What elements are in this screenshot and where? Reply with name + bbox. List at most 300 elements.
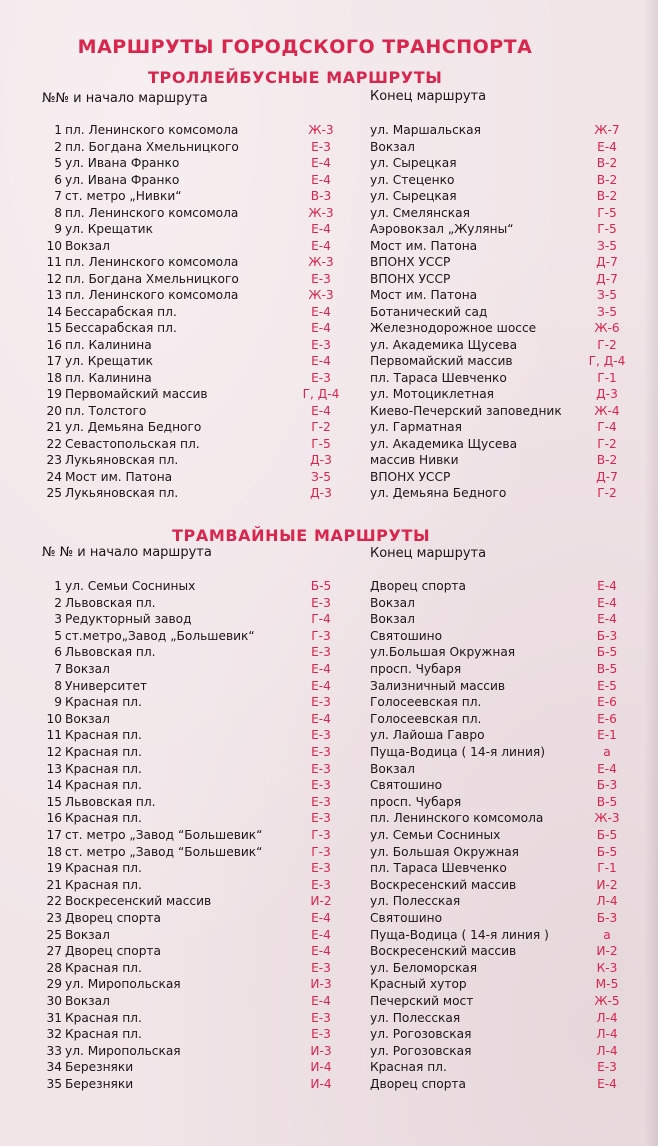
route-start-grid: Е-4: [311, 222, 331, 236]
route-number: 18: [46, 844, 62, 859]
route-start: пл. Ленинского комсомола: [65, 205, 239, 220]
route-number: 15: [46, 321, 62, 335]
route-row: [0, 353, 658, 369]
route-end-grid: З-5: [597, 288, 617, 302]
route-end-grid: Е-4: [597, 612, 617, 627]
route-end-grid: Г-2: [597, 337, 617, 352]
route-row: [0, 320, 658, 336]
route-end-grid: Л-4: [596, 1043, 618, 1058]
route-start: Красная пл.: [65, 811, 142, 826]
route-start: пл. Калинина: [65, 337, 152, 352]
route-number: 8: [54, 678, 62, 693]
route-row: [0, 172, 658, 188]
route-row: [0, 628, 658, 644]
route-row: [0, 893, 658, 909]
route-row: [0, 452, 658, 468]
route-start-grid: Е-4: [311, 911, 331, 925]
route-start-grid: Е-3: [311, 877, 331, 892]
route-row: [0, 1059, 658, 1075]
route-start-grid: Г-3: [311, 628, 331, 643]
route-row: [0, 1076, 658, 1092]
route-start-grid: Е-4: [311, 172, 331, 187]
route-number: 2: [54, 139, 62, 154]
route-number: 13: [46, 761, 62, 776]
route-start-grid: И-4: [310, 1060, 332, 1075]
route-end-grid: Б-5: [596, 645, 618, 660]
route-start: Красная пл.: [65, 1010, 142, 1025]
route-number: 13: [46, 288, 62, 302]
route-end-grid: Б-3: [596, 628, 618, 643]
route-row: [0, 304, 658, 320]
route-end-grid: а: [603, 745, 611, 759]
route-number: 27: [46, 944, 62, 959]
route-number: 7: [54, 662, 62, 676]
route-start: Львовская пл.: [65, 794, 156, 809]
route-start-grid: Б-5: [310, 579, 332, 593]
route-end-grid: Б-5: [596, 828, 618, 842]
route-row: [0, 993, 658, 1009]
route-start: ул. Демьяна Бедного: [65, 420, 202, 434]
route-number: 14: [46, 304, 62, 319]
route-row: [0, 1043, 658, 1059]
route-end-grid: И-2: [596, 944, 618, 959]
route-start: Красная пл.: [65, 761, 142, 776]
route-end: ул. Рогозовская: [370, 1043, 472, 1058]
route-end-grid: Е-6: [597, 695, 617, 710]
route-end-grid: В-2: [596, 453, 618, 467]
route-start-grid: Е-3: [311, 761, 331, 776]
route-number: 16: [46, 337, 62, 352]
route-row: [0, 694, 658, 710]
route-start: Первомайский массив: [65, 387, 208, 401]
route-start: ул. Крещатик: [65, 222, 153, 236]
route-end-grid: Г-2: [597, 486, 617, 500]
route-end-grid: Ж-3: [594, 811, 620, 826]
route-end: ул. Академика Щусева: [370, 337, 518, 352]
route-end-grid: Д-7: [596, 469, 618, 484]
route-end: Железнодорожное шоссе: [370, 321, 537, 335]
route-row: [0, 469, 658, 485]
route-row: [0, 188, 658, 204]
route-number: 6: [54, 645, 62, 660]
route-start: ст. метро „Завод “Большевик“: [65, 844, 263, 859]
route-row: [0, 844, 658, 860]
route-end-grid: В-2: [596, 172, 618, 187]
tram-section-title: ТРАМВАЙНЫЕ МАРШРУТЫ: [172, 526, 431, 545]
route-end-grid: В-5: [596, 794, 618, 809]
route-row: [0, 644, 658, 660]
route-number: 9: [54, 695, 62, 710]
route-end: Воскресенский массив: [370, 877, 517, 892]
route-row: [0, 794, 658, 810]
route-number: 17: [46, 354, 62, 368]
route-row: [0, 877, 658, 893]
route-end: ул. Большая Окружная: [370, 844, 520, 859]
route-end-grid: Б-3: [596, 778, 618, 793]
route-end: ул. Маршальская: [370, 123, 481, 137]
route-start-grid: Е-3: [311, 595, 331, 610]
route-start: ул. Миропольская: [65, 1043, 181, 1058]
route-number: 23: [46, 911, 62, 925]
tram-col-end-header: Конец маршрута: [370, 546, 487, 561]
route-start: Львовская пл.: [65, 645, 156, 660]
route-end: ул. Полесская: [370, 1010, 461, 1025]
route-number: 25: [46, 927, 62, 942]
route-row: [0, 436, 658, 452]
route-end-grid: Ж-7: [594, 123, 620, 137]
route-end: Дворец спорта: [370, 579, 466, 593]
route-start-grid: Д-3: [310, 486, 332, 500]
route-row: [0, 678, 658, 694]
route-row: [0, 403, 658, 419]
route-number: 21: [46, 420, 62, 434]
route-number: 12: [46, 745, 62, 759]
route-end: Голосеевская пл.: [370, 711, 482, 726]
route-end: Вокзал: [370, 139, 415, 154]
route-end-grid: Е-4: [597, 595, 617, 610]
route-start: ул. Ивана Франко: [65, 172, 180, 187]
route-number: 28: [46, 960, 62, 975]
route-number: 20: [46, 403, 62, 418]
route-start: Красная пл.: [65, 695, 142, 710]
route-start: Красная пл.: [65, 745, 142, 759]
route-start-grid: Е-4: [311, 156, 331, 170]
route-end: ул. Сырецкая: [370, 189, 457, 203]
route-row: [0, 122, 658, 138]
route-end: Пуща-Водица ( 14-я линия ): [370, 927, 549, 942]
route-row: [0, 943, 658, 959]
route-start-grid: Г-5: [311, 436, 331, 451]
route-end-grid: Е-6: [597, 711, 617, 726]
route-row: [0, 337, 658, 353]
route-end: Святошино: [370, 911, 443, 925]
route-end-grid: З-5: [597, 238, 617, 253]
route-start: пл. Богдана Хмельницкого: [65, 139, 239, 154]
route-end-grid: Е-4: [597, 761, 617, 776]
route-start-grid: Е-4: [311, 711, 331, 726]
route-number: 29: [46, 977, 62, 992]
route-start: Бессарабская пл.: [65, 304, 177, 319]
route-end-grid: Г-5: [597, 222, 617, 236]
route-end: Киево-Печерский заповедник: [370, 403, 562, 418]
route-start-grid: Ж-3: [308, 255, 334, 269]
route-number: 17: [46, 828, 62, 842]
route-start: Мост им. Патона: [65, 469, 173, 484]
route-row: [0, 761, 658, 777]
route-end: просп. Чубаря: [370, 662, 462, 676]
route-end-grid: Ж-4: [594, 403, 620, 418]
route-end: ул. Семьи Сосниных: [370, 828, 501, 842]
route-start: Красная пл.: [65, 728, 142, 743]
route-row: [0, 727, 658, 743]
route-end: Мост им. Патона: [370, 288, 478, 302]
route-end: ул. Смелянская: [370, 205, 470, 220]
route-start: ст. метро „Завод “Большевик“: [65, 828, 263, 842]
route-start-grid: Ж-3: [308, 288, 334, 302]
route-end-grid: Е-3: [597, 1060, 617, 1075]
route-end: ул. Гарматная: [370, 420, 462, 434]
route-number: 1: [54, 579, 62, 593]
route-start-grid: И-2: [310, 894, 332, 909]
route-row: [0, 976, 658, 992]
route-start-grid: В-3: [310, 189, 332, 203]
route-start-grid: Е-3: [311, 695, 331, 710]
route-number: 18: [46, 370, 62, 385]
route-end: Красная пл.: [370, 1060, 447, 1075]
route-start: Университет: [65, 678, 148, 693]
route-row: [0, 238, 658, 254]
page-title: МАРШРУТЫ ГОРОДСКОГО ТРАНСПОРТА: [77, 36, 533, 58]
route-start-grid: Е-4: [311, 354, 331, 368]
route-end: Аэровокзал „Жуляны“: [370, 222, 514, 236]
route-end-grid: М-5: [595, 977, 619, 992]
route-number: 19: [46, 861, 62, 876]
route-end: Вокзал: [370, 595, 415, 610]
route-start-grid: Е-4: [311, 927, 331, 942]
route-number: 30: [46, 994, 62, 1008]
route-number: 11: [46, 728, 62, 743]
route-row: [0, 744, 658, 760]
route-end: Первомайский массив: [370, 354, 513, 368]
route-start-grid: Е-4: [311, 678, 331, 693]
route-row: [0, 827, 658, 843]
route-end-grid: Д-7: [596, 271, 618, 286]
route-start-grid: Е-3: [311, 811, 331, 826]
route-start-grid: Е-3: [311, 271, 331, 286]
route-end: ул. Стеценко: [370, 172, 455, 187]
route-end: Голосеевская пл.: [370, 695, 482, 710]
route-end: ул. Сырецкая: [370, 156, 457, 170]
route-end: ул. Рогозовская: [370, 1027, 472, 1042]
route-end-grid: Л-4: [596, 1010, 618, 1025]
route-number: 16: [46, 811, 62, 826]
route-start: Дворец спорта: [65, 911, 161, 925]
route-start-grid: Е-3: [311, 1010, 331, 1025]
route-end-grid: Е-4: [597, 139, 617, 154]
route-start-grid: И-3: [310, 977, 332, 992]
route-end-grid: В-2: [596, 156, 618, 170]
route-end: Зализничный массив: [370, 678, 506, 693]
route-row: [0, 271, 658, 287]
route-end-grid: В-2: [596, 189, 618, 203]
route-start: пл. Ленинского комсомола: [65, 255, 239, 269]
route-end: Воскресенский массив: [370, 944, 517, 959]
route-row: [0, 254, 658, 270]
route-start: Березняки: [65, 1077, 134, 1091]
route-row: [0, 578, 658, 594]
route-end: массив Нивки: [370, 453, 459, 467]
route-start: Лукьяновская пл.: [65, 453, 179, 467]
route-start-grid: З-5: [311, 469, 331, 484]
route-end: Ботанический сад: [370, 304, 488, 319]
route-number: 3: [54, 612, 62, 627]
route-row: [0, 370, 658, 386]
route-number: 8: [54, 205, 62, 220]
route-end: Вокзал: [370, 761, 415, 776]
route-row: [0, 1010, 658, 1026]
route-row: [0, 155, 658, 171]
route-number: 19: [46, 387, 62, 401]
route-start: Севастопольская пл.: [65, 436, 200, 451]
route-row: [0, 810, 658, 826]
route-end: пл. Ленинского комсомола: [370, 811, 544, 826]
route-start-grid: Е-3: [311, 728, 331, 743]
trolleybus-col-start-header: №№ и начало маршрута: [42, 91, 208, 106]
route-start: ст. метро „Нивки“: [65, 189, 182, 203]
route-start-grid: Е-3: [311, 794, 331, 809]
route-start: Красная пл.: [65, 877, 142, 892]
route-start-grid: Е-4: [311, 944, 331, 959]
route-row: [0, 595, 658, 611]
route-number: 5: [54, 156, 62, 170]
route-end: просп. Чубаря: [370, 794, 462, 809]
route-row: [0, 386, 658, 402]
route-start-grid: Г-2: [311, 420, 331, 434]
route-row: [0, 711, 658, 727]
route-number: 6: [54, 172, 62, 187]
route-start: Львовская пл.: [65, 595, 156, 610]
route-end: ул. Демьяна Бедного: [370, 486, 507, 500]
route-end-grid: Г-1: [597, 370, 617, 385]
route-number: 1: [54, 123, 62, 137]
route-number: 7: [54, 189, 62, 203]
route-start-grid: Е-4: [311, 238, 331, 253]
route-number: 11: [46, 255, 62, 269]
route-end-grid: Г, Д-4: [588, 354, 626, 368]
route-end-grid: И-2: [596, 877, 618, 892]
route-start: Вокзал: [65, 662, 110, 676]
route-end: ул.Большая Окружная: [370, 645, 516, 660]
route-end-grid: Г-4: [597, 420, 617, 434]
route-start-grid: Д-3: [310, 453, 332, 467]
route-start: пл. Ленинского комсомола: [65, 123, 239, 137]
route-end: ул. Академика Щусева: [370, 436, 518, 451]
route-number: 33: [46, 1043, 62, 1058]
trolleybus-section-title: ТРОЛЛЕЙБУСНЫЕ МАРШРУТЫ: [148, 68, 443, 87]
route-end-grid: Г-2: [597, 436, 617, 451]
route-end-grid: Л-4: [596, 894, 618, 909]
route-start: Вокзал: [65, 927, 110, 942]
route-start-grid: Е-4: [311, 304, 331, 319]
route-start: ул. Семьи Сосниных: [65, 579, 196, 593]
route-number: 9: [54, 222, 62, 236]
route-start: Дворец спорта: [65, 944, 161, 959]
route-start-grid: Е-3: [311, 337, 331, 352]
route-end: ул. Мотоциклетная: [370, 387, 495, 401]
route-start-grid: Е-3: [311, 370, 331, 385]
route-end-grid: Д-7: [596, 255, 618, 269]
route-start-grid: Е-3: [311, 960, 331, 975]
route-end-grid: Ж-6: [594, 321, 620, 335]
route-end-grid: Ж-5: [594, 994, 620, 1008]
route-end-grid: Е-4: [597, 579, 617, 593]
route-number: 21: [46, 877, 62, 892]
route-row: [0, 139, 658, 155]
route-end-grid: К-3: [596, 960, 618, 975]
route-start: ст.метро„Завод „Большевик“: [65, 628, 255, 643]
route-end: пл. Тараса Шевченко: [370, 370, 507, 385]
route-end-grid: Г-5: [597, 205, 617, 220]
route-start-grid: Е-3: [311, 645, 331, 660]
route-end-grid: Г-1: [597, 861, 617, 876]
route-row: [0, 205, 658, 221]
trolleybus-col-end-header: Конец маршрута: [370, 89, 487, 104]
route-start: пл. Богдана Хмельницкого: [65, 271, 239, 286]
route-end: ВПОНХ УССР: [370, 255, 451, 269]
route-row: [0, 419, 658, 435]
route-row: [0, 910, 658, 926]
route-number: 22: [46, 894, 62, 909]
route-end-grid: Е-5: [597, 678, 617, 693]
route-number: 25: [46, 486, 62, 500]
route-end: пл. Тараса Шевченко: [370, 861, 507, 876]
route-row: [0, 661, 658, 677]
route-start-grid: Г-3: [311, 828, 331, 842]
route-start-grid: И-4: [310, 1077, 332, 1091]
route-number: 12: [46, 271, 62, 286]
route-row: [0, 1026, 658, 1042]
route-start: Бессарабская пл.: [65, 321, 177, 335]
route-start: Березняки: [65, 1060, 134, 1075]
route-end-grid: Л-4: [596, 1027, 618, 1042]
route-end: Дворец спорта: [370, 1077, 466, 1091]
route-number: 10: [46, 238, 62, 253]
route-end: Пуща-Водица ( 14-я линия): [370, 745, 545, 759]
route-start-grid: Е-4: [311, 662, 331, 676]
route-start-grid: Е-4: [311, 321, 331, 335]
route-start-grid: Г-4: [311, 612, 331, 627]
route-start: Вокзал: [65, 711, 110, 726]
route-start-grid: И-3: [310, 1043, 332, 1058]
route-start-grid: Е-3: [311, 1027, 331, 1042]
route-end-grid: Е-4: [597, 1077, 617, 1091]
route-row: [0, 960, 658, 976]
route-start-grid: Г-3: [311, 844, 331, 859]
tram-col-start-header: № № и начало маршрута: [42, 545, 212, 560]
route-number: 15: [46, 794, 62, 809]
route-start: Вокзал: [65, 238, 110, 253]
route-start: ул. Крещатик: [65, 354, 153, 368]
route-row: [0, 777, 658, 793]
route-start-grid: Е-3: [311, 861, 331, 876]
route-row: [0, 287, 658, 303]
route-end: Печерский мост: [370, 994, 474, 1008]
route-start: пл. Калинина: [65, 370, 152, 385]
route-number: 32: [46, 1027, 62, 1042]
route-number: 10: [46, 711, 62, 726]
route-end: Святошино: [370, 628, 443, 643]
route-end: ВПОНХ УССР: [370, 271, 451, 286]
route-start: Редукторный завод: [65, 612, 192, 627]
route-end: ВПОНХ УССР: [370, 469, 451, 484]
route-start-grid: Е-3: [311, 745, 331, 759]
route-start: Лукьяновская пл.: [65, 486, 179, 500]
route-number: 2: [54, 595, 62, 610]
route-end: Святошино: [370, 778, 443, 793]
route-number: 24: [46, 469, 62, 484]
route-number: 22: [46, 436, 62, 451]
route-row: [0, 927, 658, 943]
route-number: 31: [46, 1010, 62, 1025]
route-row: [0, 860, 658, 876]
route-start: Вокзал: [65, 994, 110, 1008]
route-end-grid: Б-3: [596, 911, 618, 925]
route-row: [0, 485, 658, 501]
route-end: Красный хутор: [370, 977, 467, 992]
route-end: Мост им. Патона: [370, 238, 478, 253]
route-start-grid: Ж-3: [308, 205, 334, 220]
route-start: пл. Толстого: [65, 403, 147, 418]
